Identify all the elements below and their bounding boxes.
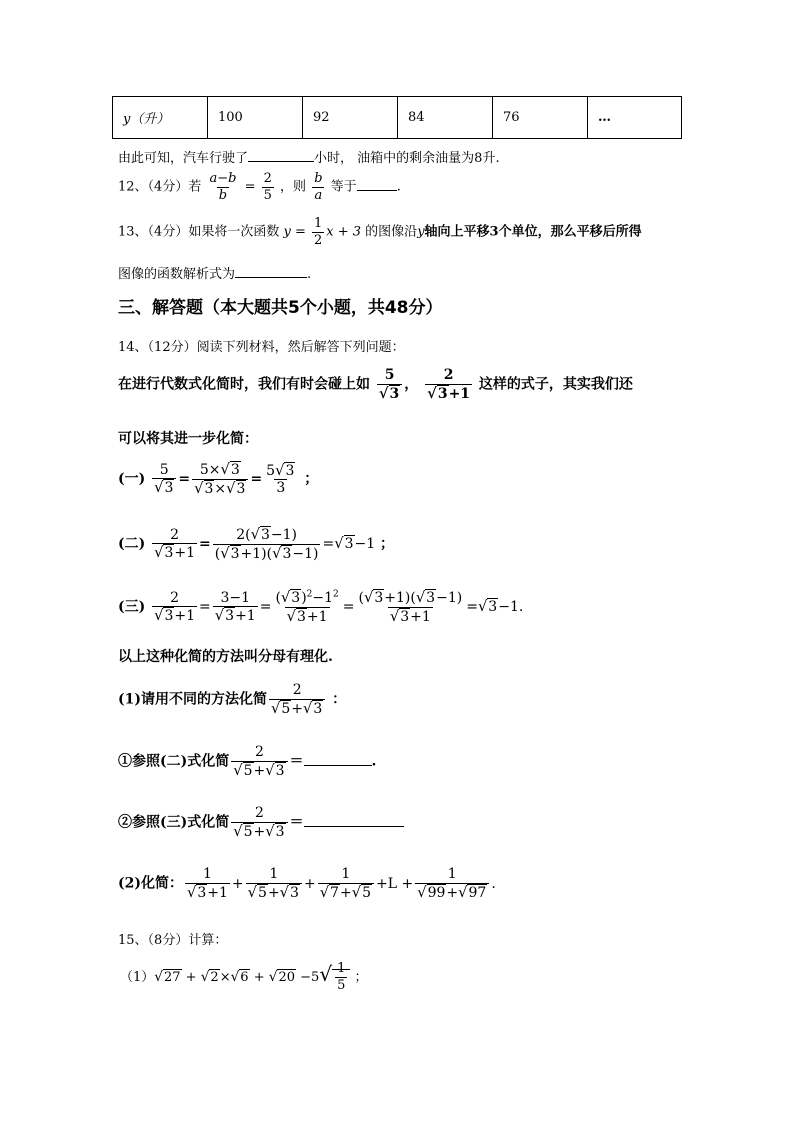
sqrt: √3 — [427, 384, 448, 402]
q11-text: 油箱中的剩余油量为8升. — [357, 151, 500, 166]
answer-blank — [357, 178, 397, 191]
answer-blank — [235, 265, 307, 278]
sqrt: √3 — [378, 384, 400, 402]
table-cell: 92 — [303, 97, 398, 139]
q15-part1: （1）√27 + √2×√6 + √20 −5√ $\frac{1}{5}$ ； — [120, 961, 368, 993]
q14-part1b: ②参照(三)式化简 $\frac{2}{√5+√3}$ ＝ — [118, 806, 404, 839]
q14-part2: (2)化简： $\frac{1}{√3+1}$ + $\frac{1}{√5+√3}$ + $\frac{1}{√7+√5}$ +L + $\frac{1}{√99+√97}$ . — [118, 866, 496, 901]
table-row — [113, 97, 682, 139]
q11-text: 由此可知，汽车行驶了 — [118, 151, 249, 166]
method-3: (三) $\frac{2}{√3+1}$ = $\frac{3-1}{√3+1}$ = $\frac{(√3)^2-1^2}{√3+1}$ = $\frac{(√3+1)(√3-1)}{√3+1}$ =√3−1. — [118, 589, 524, 625]
q13-line: 13、（4分）如果将一次函数 y = $\frac{1}{2}$ x + 3 的图像沿y轴向上平移3个单位，那么平移后所得 — [118, 216, 642, 248]
q14-heading: 14、（12分）阅读下列材料，然后解答下列问题： — [118, 340, 405, 355]
answer-blank — [248, 149, 314, 162]
fraction: $\frac{2}{5}$ — [263, 171, 272, 203]
section-title: 三、解答题（本大题共5个小题，共48分） — [118, 298, 443, 318]
answer-blank — [304, 814, 404, 827]
fraction: $\frac{a-b}{b}$ — [209, 171, 237, 203]
table-cell: 100 — [208, 97, 303, 139]
fraction: $\frac{2}{√3+1}$ — [427, 367, 471, 402]
table-row-label: y（升） — [113, 97, 208, 139]
fraction: $\frac{5}{√3}$ — [377, 368, 402, 401]
q12-label: 12、（4分）若 — [118, 179, 202, 195]
fraction: $\frac{b}{a}$ — [314, 171, 323, 203]
q15-heading: 15、（8分）计算： — [118, 933, 228, 948]
data-table — [112, 96, 682, 139]
q13-line2: 图像的函数解析式为 . — [118, 267, 312, 282]
fraction: $\frac{1}{2}$ — [313, 216, 323, 248]
table-cell: 76 — [493, 97, 588, 139]
q14-intro: 在进行代数式化简时，我们有时会碰上如 $\frac{5}{√3}$ ， $\frac{2}{√3+1}$ 这样的式子，其实我们还 — [118, 367, 633, 402]
q14-conclusion: 以上这种化简的方法叫分母有理化. — [118, 649, 333, 665]
q14-part1: (1)请用不同的方法化简 $\frac{2}{√5+√3}$ ： — [118, 682, 347, 717]
answer-blank — [304, 753, 372, 766]
q11-text: 小时， — [314, 151, 354, 166]
q14-intro2: 可以将其进一步化简： — [118, 431, 258, 447]
method-2: (二) $\frac{2}{√3+1}$ = $\frac{2(√3-1)}{(√3+1)(√3-1)}$ =√3−1 ； — [118, 526, 395, 562]
table-cell: 84 — [398, 97, 493, 139]
q13-label: 13、（4分）如果将一次函数 — [118, 224, 280, 240]
q12-line: 12、（4分）若 $\frac{a-b}{b}$ = $\frac{2}{5}$ ，则 $\frac{b}{a}$ 等于 . — [118, 171, 401, 203]
q14-part1a: ①参照(二)式化简 $\frac{2}{√5+√3}$ ＝ . — [118, 744, 377, 779]
method-1: (一) $\frac{5}{√3}$ = $\frac{5\times√3}{√3\times√3}$ = $\frac{5√3}{3}$ ； — [118, 461, 319, 497]
table-cell: … — [588, 97, 682, 139]
q11-line — [118, 147, 500, 166]
